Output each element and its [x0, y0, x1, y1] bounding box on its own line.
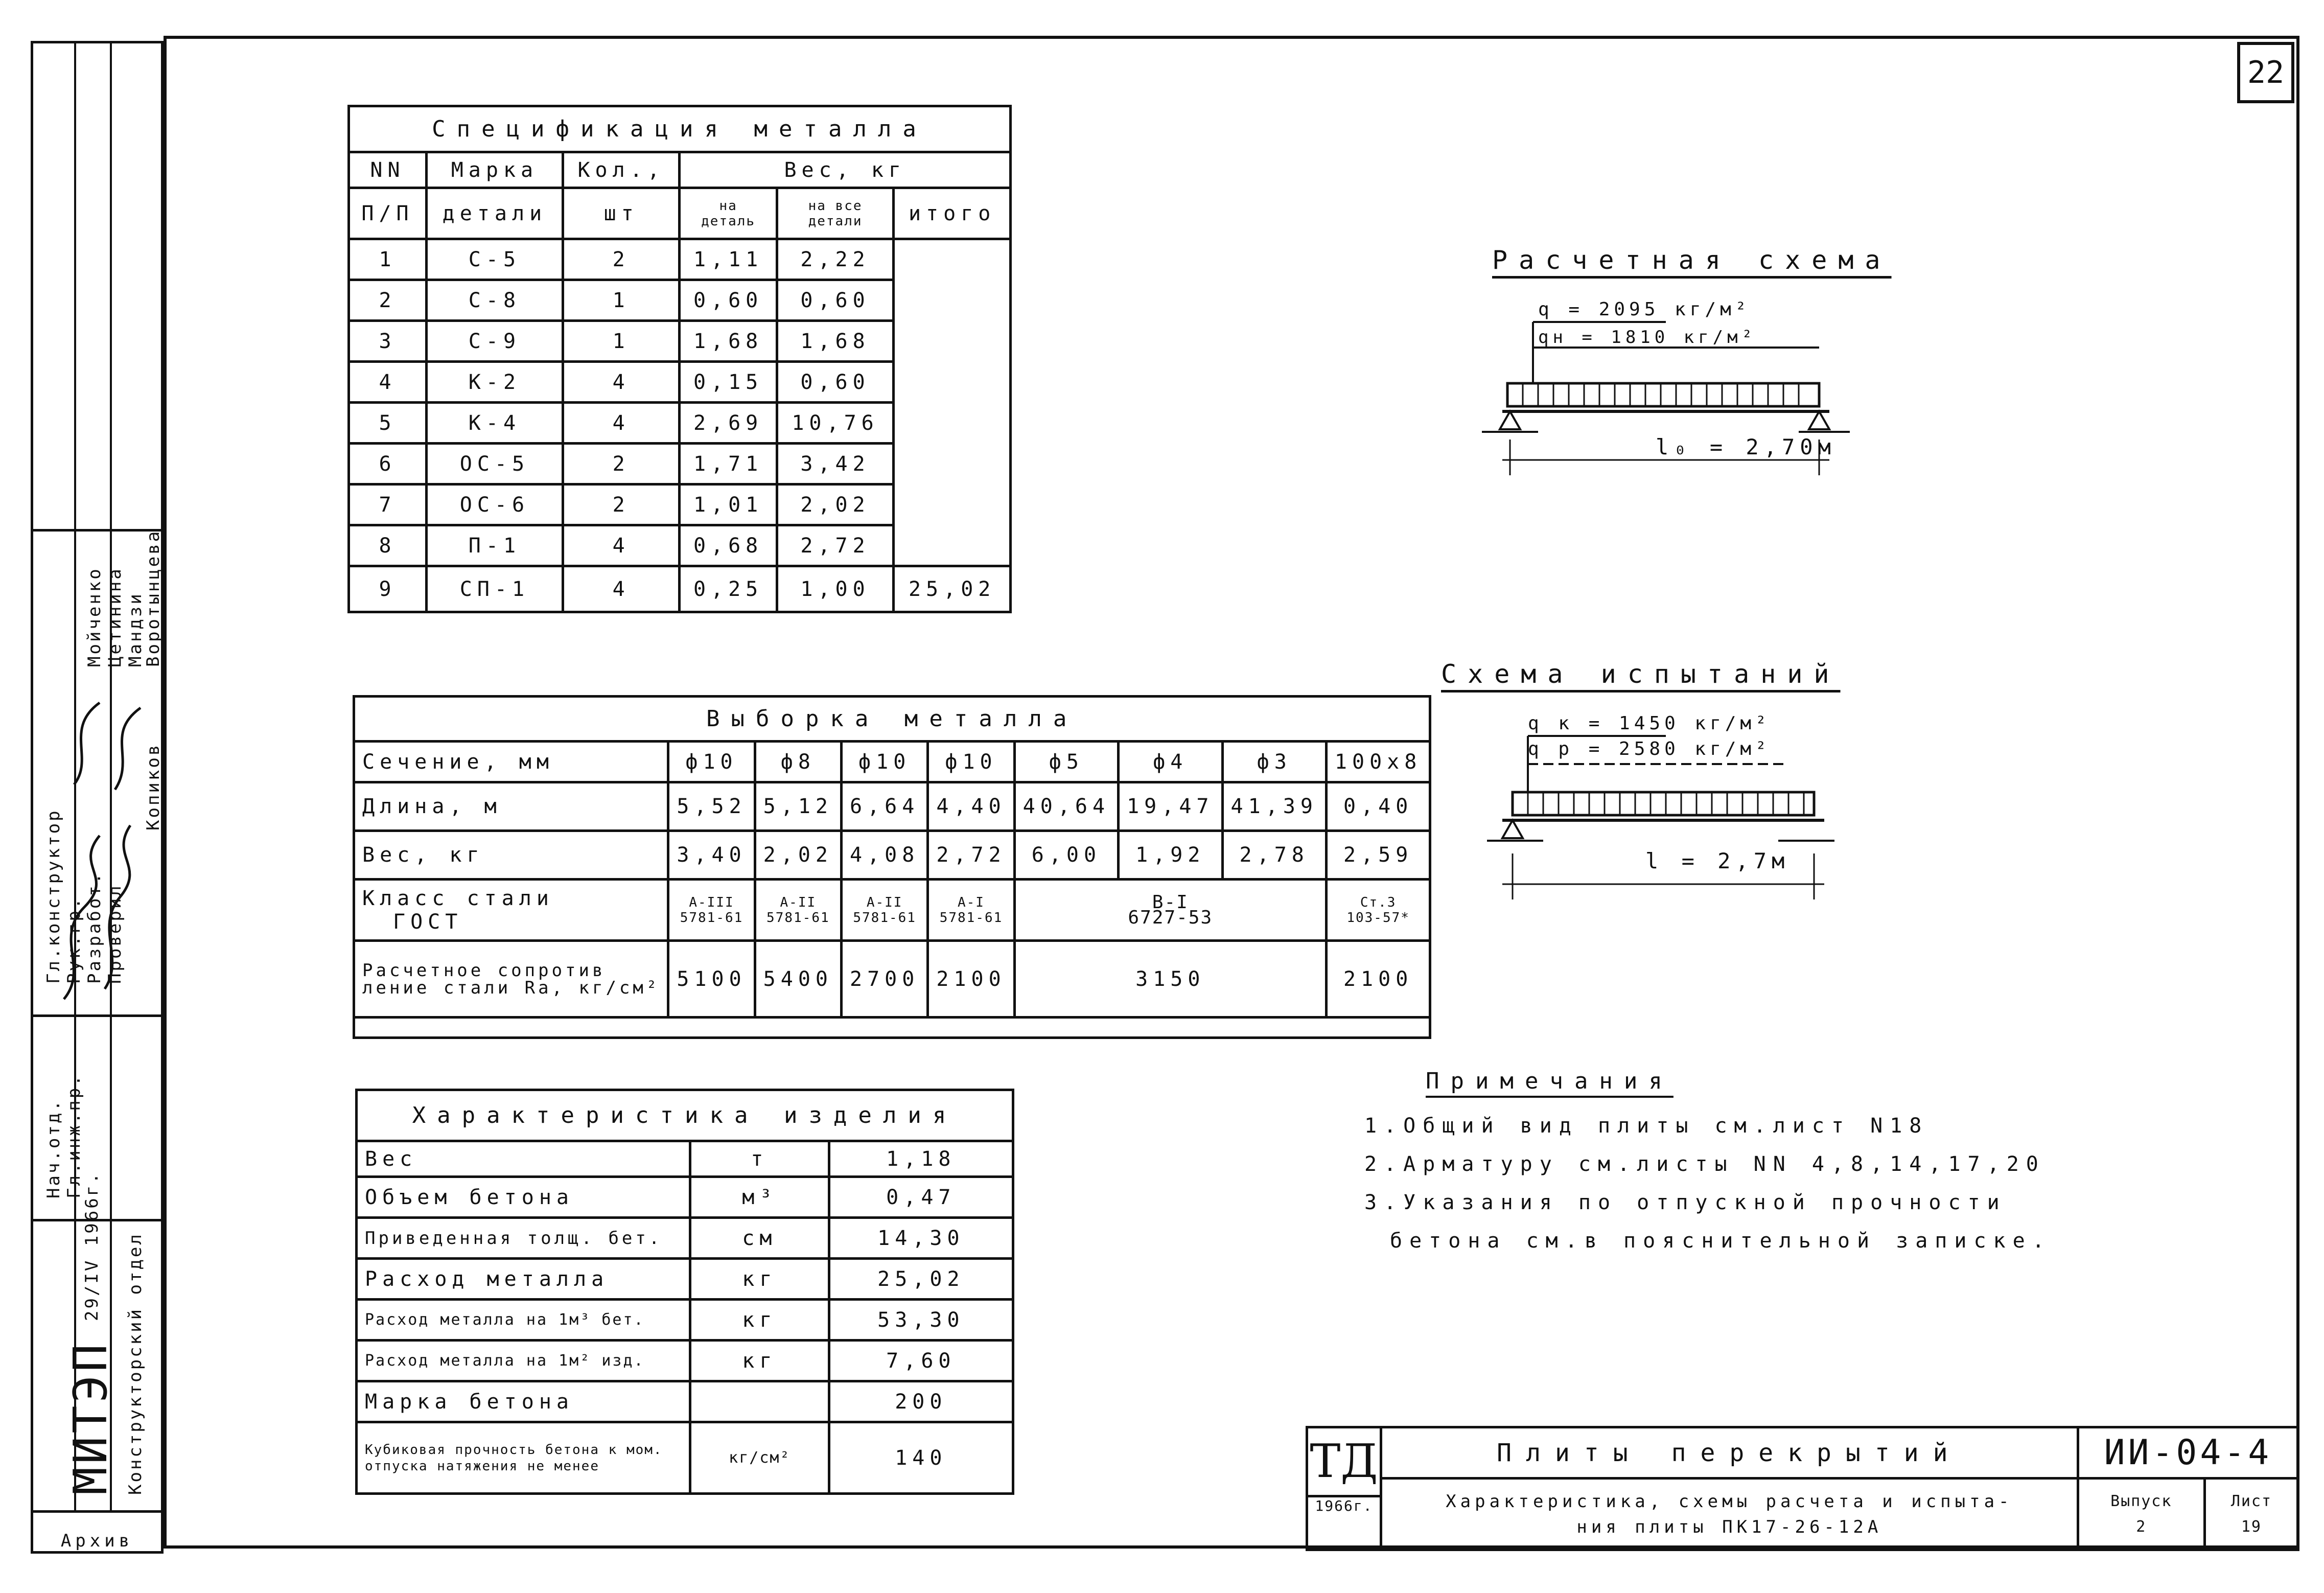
calc-qn: qн = 1810 кг/м² — [1538, 327, 1757, 348]
weight-cell: 4,08 — [842, 831, 928, 880]
role-5: Разработ. — [84, 871, 105, 984]
stamp-title: Плиты перекрытий — [1381, 1427, 2078, 1479]
section-cell: ф10 — [928, 742, 1014, 782]
char-label: Приведенная толщ. бет. — [357, 1218, 690, 1259]
table-row — [357, 1422, 1013, 1494]
role-4: Рук.гр. — [64, 896, 84, 984]
section-cell: ф10 — [668, 742, 755, 782]
length-cell: 5,12 — [755, 782, 841, 831]
cell-qty: 4 — [563, 525, 680, 566]
char-unit: см — [690, 1218, 829, 1259]
row-label-resist: Расчетное сопротив ление стали Ra, кг/см² — [354, 941, 668, 1018]
test-qk: q к = 1450 кг/м² — [1528, 713, 1771, 734]
cell-one: 2,69 — [680, 403, 777, 444]
table-row — [354, 742, 1430, 782]
cell-qty: 4 — [563, 566, 680, 612]
spec-title: Спецификация металла — [349, 106, 1011, 152]
cell-qty: 1 — [563, 280, 680, 321]
char-value: 53,30 — [829, 1300, 1013, 1341]
name-3: Мандзи — [125, 592, 146, 667]
row-label-class: Класс стали ГОСТ — [354, 880, 668, 941]
note-2: 2.Арматуру см.листы NN 4,8,14,17,20 — [1364, 1152, 2046, 1176]
char-value: 7,60 — [829, 1341, 1013, 1381]
test-qp: q р = 2580 кг/м² — [1528, 738, 1771, 759]
stamp-list: Лист 19 — [2204, 1479, 2298, 1550]
table-row — [357, 1381, 1013, 1422]
note-3: 3.Указания по отпускной прочности — [1364, 1191, 2007, 1214]
spec-metal-table — [347, 105, 1012, 613]
cell-mark: ОС-6 — [426, 484, 563, 525]
divider — [33, 1014, 161, 1017]
role-2: Гл.инж.пр. — [64, 1073, 84, 1198]
vyborka-table — [353, 695, 1431, 1039]
cell-qty: 4 — [563, 403, 680, 444]
char-unit: кг/см² — [690, 1422, 829, 1494]
name-5: Копиков — [143, 743, 164, 830]
char-unit: м³ — [690, 1177, 829, 1218]
date: 29/IV 1966г. — [82, 1171, 102, 1321]
table-row — [349, 566, 1011, 612]
characteristics-table — [355, 1089, 1014, 1495]
resist-cell: 3150 — [1014, 941, 1326, 1018]
char-unit: т — [690, 1141, 829, 1177]
char-value: 25,02 — [829, 1259, 1013, 1300]
cell-all: 2,72 — [777, 525, 894, 566]
length-cell: 0,40 — [1326, 782, 1430, 831]
hdr-qty: Кол., — [563, 152, 680, 188]
cell-one: 1,68 — [680, 321, 777, 362]
sheet-number-corner: 22 — [2237, 42, 2294, 103]
length-cell: 41,39 — [1222, 782, 1326, 831]
weight-cell: 1,92 — [1119, 831, 1222, 880]
char-label: Марка бетона — [357, 1381, 690, 1422]
table-row — [354, 880, 1430, 941]
name-2: Цетинина — [105, 567, 125, 667]
weight-cell: 2,78 — [1222, 831, 1326, 880]
length-cell: 5,52 — [668, 782, 755, 831]
class-cell: Ст.3 103-57* — [1326, 880, 1430, 941]
char-label: Расход металла — [357, 1259, 690, 1300]
cell-all: 3,42 — [777, 444, 894, 484]
cell-all: 2,02 — [777, 484, 894, 525]
char-label: Вес — [357, 1141, 690, 1177]
length-cell: 19,47 — [1119, 782, 1222, 831]
cell-mark: СП-1 — [426, 566, 563, 612]
calc-scheme-title: Расчетная схема — [1492, 245, 1892, 275]
hdr-nn: NN — [349, 152, 427, 188]
class-cell: А-I 5781-61 — [928, 880, 1014, 941]
table-row — [354, 831, 1430, 880]
title-stamp — [1306, 1426, 2299, 1551]
table-row — [357, 1300, 1013, 1341]
section-cell: ф4 — [1119, 742, 1222, 782]
cell-qty: 2 — [563, 239, 680, 280]
cell-mark: К-4 — [426, 403, 563, 444]
name-1: Мойченко — [84, 567, 105, 667]
cell-all: 10,76 — [777, 403, 894, 444]
cell-n: 3 — [349, 321, 427, 362]
cell-all: 0,60 — [777, 362, 894, 403]
section-cell: ф10 — [842, 742, 928, 782]
cell-total: 25,02 — [894, 566, 1011, 612]
resist-cell: 2100 — [928, 941, 1014, 1018]
weight-cell: 3,40 — [668, 831, 755, 880]
table-row — [357, 1177, 1013, 1218]
class-cell: А-II 5781-61 — [842, 880, 928, 941]
cell-one: 0,60 — [680, 280, 777, 321]
length-cell: 4,40 — [928, 782, 1014, 831]
cell-n: 6 — [349, 444, 427, 484]
cell-one: 0,25 — [680, 566, 777, 612]
cell-all: 1,00 — [777, 566, 894, 612]
cell-qty: 4 — [563, 362, 680, 403]
role-6: Проверил — [105, 884, 125, 984]
char-label: Расход металла на 1м³ бет. — [357, 1300, 690, 1341]
role-3: Гл.конструктор — [43, 809, 64, 984]
hdr-w-all: на все детали — [777, 188, 894, 239]
length-cell: 40,64 — [1014, 782, 1118, 831]
char-unit — [690, 1381, 829, 1422]
row-label-weight: Вес, кг — [354, 831, 668, 880]
cell-all: 2,22 — [777, 239, 894, 280]
table-row — [349, 239, 1011, 280]
cell-mark: С-9 — [426, 321, 563, 362]
divider — [33, 529, 161, 532]
section-cell: 100х8 — [1326, 742, 1430, 782]
calc-span: l₀ = 2,70м — [1656, 434, 1836, 459]
hdr-w-one: на деталь — [680, 188, 777, 239]
cell-n: 2 — [349, 280, 427, 321]
stamp-logo: ТД — [1310, 1435, 1378, 1488]
table-row — [357, 1341, 1013, 1381]
class-cell: А-III 5781-61 — [668, 880, 755, 941]
table-row — [357, 1141, 1013, 1177]
test-span: l = 2,7м — [1645, 848, 1790, 873]
stamp-vypusk: Выпуск 2 — [2078, 1479, 2204, 1550]
resist-cell: 5400 — [755, 941, 841, 1018]
test-scheme-title: Схема испытаний — [1441, 659, 1841, 689]
test-scheme-drawing — [1472, 715, 1850, 910]
cell-one: 0,68 — [680, 525, 777, 566]
cell-mark: С-5 — [426, 239, 563, 280]
hdr-weight: Вес, кг — [680, 152, 1011, 188]
name-4: Воротынцева — [143, 529, 164, 667]
calc-q: q = 2095 кг/м² — [1538, 299, 1751, 320]
cell-n: 4 — [349, 362, 427, 403]
org-name: МИТЭП — [64, 1341, 118, 1495]
cell-mark: К-2 — [426, 362, 563, 403]
char-unit: кг — [690, 1259, 829, 1300]
char-value: 14,30 — [829, 1218, 1013, 1259]
stamp-logo-cell — [1307, 1427, 1381, 1550]
archive-label: Архив — [60, 1531, 134, 1551]
divider — [33, 1510, 161, 1513]
note-4: бетона см.в пояснительной записке. — [1390, 1229, 2052, 1253]
table-row — [357, 1259, 1013, 1300]
class-cell: В-I 6727-53 — [1014, 880, 1326, 941]
char-value: 1,18 — [829, 1141, 1013, 1177]
stamp-subtitle: Характеристика, схемы расчета и испыта- ния плиты ПК17-26-12А — [1381, 1479, 2078, 1550]
cell-mark: С-8 — [426, 280, 563, 321]
cell-one: 1,11 — [680, 239, 777, 280]
cell-qty: 2 — [563, 484, 680, 525]
cell-n: 1 — [349, 239, 427, 280]
char-title: Характеристика изделия — [357, 1090, 1013, 1141]
resist-cell: 2100 — [1326, 941, 1430, 1018]
cell-qty: 1 — [563, 321, 680, 362]
note-1: 1.Общий вид плиты см.лист N18 — [1364, 1114, 1929, 1138]
cell-total-blank — [894, 239, 1011, 566]
vyborka-title: Выборка металла — [354, 697, 1430, 742]
char-unit: кг — [690, 1341, 829, 1381]
cell-n: 9 — [349, 566, 427, 612]
table-row — [354, 782, 1430, 831]
resist-cell: 2700 — [842, 941, 928, 1018]
char-unit: кг — [690, 1300, 829, 1341]
hdr-total: итого — [894, 188, 1011, 239]
cell-mark: П-1 — [426, 525, 563, 566]
char-value: 200 — [829, 1381, 1013, 1422]
weight-cell: 2,72 — [928, 831, 1014, 880]
notes-title: Примечания — [1426, 1068, 1674, 1094]
table-row — [357, 1218, 1013, 1259]
char-value: 0,47 — [829, 1177, 1013, 1218]
hdr-mark: Марка — [426, 152, 563, 188]
row-label-length: Длина, м — [354, 782, 668, 831]
cell-all: 0,60 — [777, 280, 894, 321]
row-label-section: Сечение, мм — [354, 742, 668, 782]
section-cell: ф3 — [1222, 742, 1326, 782]
weight-cell: 6,00 — [1014, 831, 1118, 880]
cell-n: 7 — [349, 484, 427, 525]
char-value: 140 — [829, 1422, 1013, 1494]
left-title-block — [31, 41, 164, 1554]
hdr-mark-2: детали — [426, 188, 563, 239]
hdr-qty-2: шт — [563, 188, 680, 239]
cell-one: 0,15 — [680, 362, 777, 403]
char-label: Объем бетона — [357, 1177, 690, 1218]
role-1: Нач.отд. — [43, 1098, 64, 1198]
stamp-code: ИИ-04-4 — [2078, 1427, 2298, 1479]
cell-n: 8 — [349, 525, 427, 566]
weight-cell: 2,02 — [755, 831, 841, 880]
cell-one: 1,01 — [680, 484, 777, 525]
cell-qty: 2 — [563, 444, 680, 484]
length-cell: 6,64 — [842, 782, 928, 831]
stamp-year: 1966г. — [1308, 1495, 1380, 1514]
cell-n: 5 — [349, 403, 427, 444]
dept-name: Конструкторский отдел — [125, 1232, 146, 1495]
table-row — [354, 941, 1430, 1018]
resist-cell: 5100 — [668, 941, 755, 1018]
class-cell: А-II 5781-61 — [755, 880, 841, 941]
char-label: Кубиковая прочность бетона к мом. отпуска натяжения не менее — [357, 1422, 690, 1494]
char-label: Расход металла на 1м² изд. — [357, 1341, 690, 1381]
cell-all: 1,68 — [777, 321, 894, 362]
weight-cell: 2,59 — [1326, 831, 1430, 880]
cell-one: 1,71 — [680, 444, 777, 484]
section-cell: ф8 — [755, 742, 841, 782]
cell-mark: ОС-5 — [426, 444, 563, 484]
hdr-nn-2: П/П — [349, 188, 427, 239]
section-cell: ф5 — [1014, 742, 1118, 782]
signatures — [43, 682, 156, 1014]
